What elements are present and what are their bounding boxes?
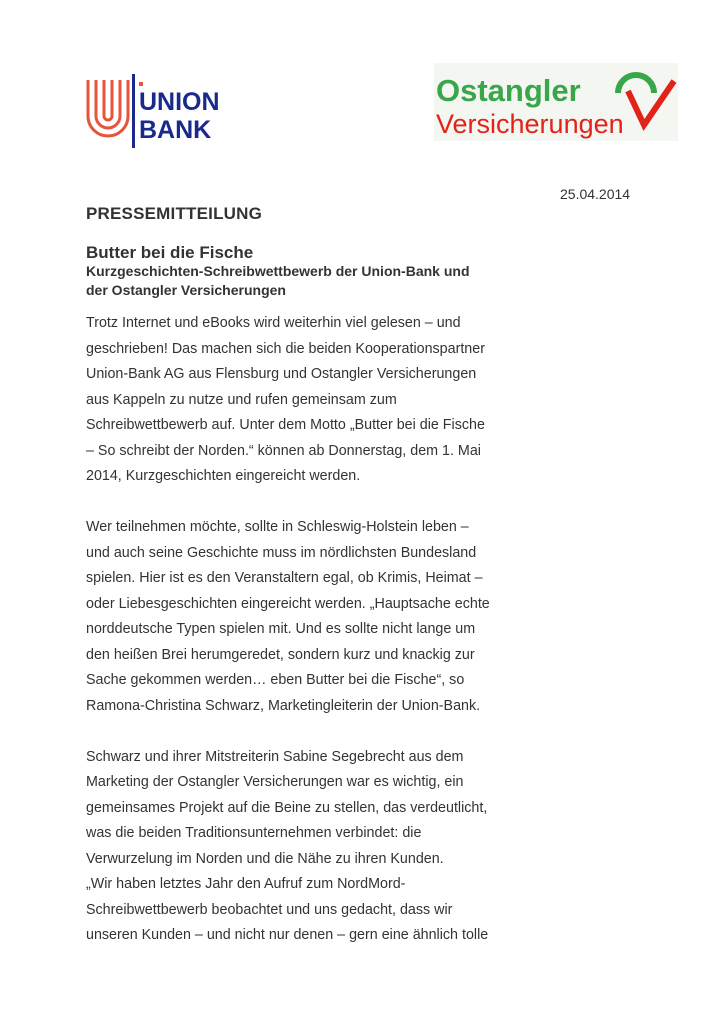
subheadline — [86, 262, 536, 300]
text-line: Marketing der Ostangler Versicherungen war es wichtig, ein — [86, 774, 464, 790]
text-line: spielen. Hier ist es den Veranstaltern egal, ob Krimis, Heimat – — [86, 570, 483, 586]
text-line: 2014, Kurzgeschichten eingereicht werden. — [86, 468, 361, 484]
union-bank-logo — [82, 72, 250, 150]
text-line: oder Liebesgeschichten eingereicht werden. „Hauptsache echte — [86, 595, 490, 612]
subheadline-line: Kurzgeschichten-Schreibwettbewerb der Union-Bank und — [86, 263, 470, 279]
union-logo-line1: UNION — [139, 88, 220, 116]
union-bank-logo-mark — [82, 72, 250, 150]
text-line: norddeutsche Typen spielen mit. Und es sollte nicht lange um — [86, 621, 476, 637]
text-line: was die beiden Traditionsunternehmen verbindet: die — [86, 825, 422, 841]
text-line: unseren Kunden – und nicht nur denen – gern eine ähnlich tolle — [86, 927, 489, 943]
text-line: und auch seine Geschichte muss im nördlichsten Bundesland — [86, 544, 477, 561]
press-date: 25.04.2014 — [560, 186, 631, 202]
text-line: gemeinsames Projekt auf die Beine zu stellen, das verdeutlicht, — [86, 799, 488, 816]
ostangler-logo-mark — [434, 63, 678, 141]
subheadline-line: der Ostangler Versicherungen — [86, 282, 286, 298]
text-line: – So schreibt der Norden.“ können ab Donnerstag, dem 1. Mai — [86, 442, 481, 459]
text-line: Schreibwettbewerb auf. Unter dem Motto „Butter bei die Fische — [86, 417, 485, 433]
text-line: Union-Bank AG aus Flensburg und Ostangler Versicherungen — [86, 366, 477, 382]
paragraph-1 — [86, 311, 526, 490]
text-line: Verwurzelung im Norden und die Nähe zu ihren Kunden. — [86, 850, 444, 867]
text-line: Ramona-Christina Schwarz, Marketingleiterin der Union-Bank. — [86, 697, 481, 714]
text-line: „Wir haben letztes Jahr den Aufruf zum NordMord- — [86, 876, 406, 892]
text-line: Wer teilnehmen möchte, sollte in Schleswig-Holstein leben – — [86, 519, 469, 535]
ostangler-logo-line1: Ostangler — [436, 73, 581, 108]
headline: Butter bei die Fische — [86, 243, 254, 262]
text-line: geschrieben! Das machen sich die beiden Kooperationspartner — [86, 340, 485, 357]
ostangler-logo-line2: Versicherungen — [436, 109, 624, 139]
paragraph-2 — [86, 515, 526, 719]
article-body — [86, 311, 526, 974]
ostangler-check-icon — [618, 75, 674, 125]
text-line: Sache gekommen werden… eben Butter bei die Fische“, so — [86, 672, 465, 688]
union-logo-line2: BANK — [139, 116, 212, 144]
press-release-label: PRESSEMITTEILUNG — [86, 204, 263, 223]
paragraph-3 — [86, 745, 526, 949]
text-line: Schreibwettbewerb beobachtet und uns gedacht, dass wir — [86, 901, 453, 918]
text-line: Schwarz und ihrer Mitstreiterin Sabine Segebrecht aus dem — [86, 748, 464, 765]
ostangler-logo — [434, 63, 678, 141]
text-line: Trotz Internet und eBooks wird weiterhin viel gelesen – und — [86, 315, 461, 331]
text-line: aus Kappeln zu nutze und rufen gemeinsam zum — [86, 391, 397, 408]
text-line: den heißen Brei herumgeredet, sondern kurz und knackig zur — [86, 646, 475, 663]
